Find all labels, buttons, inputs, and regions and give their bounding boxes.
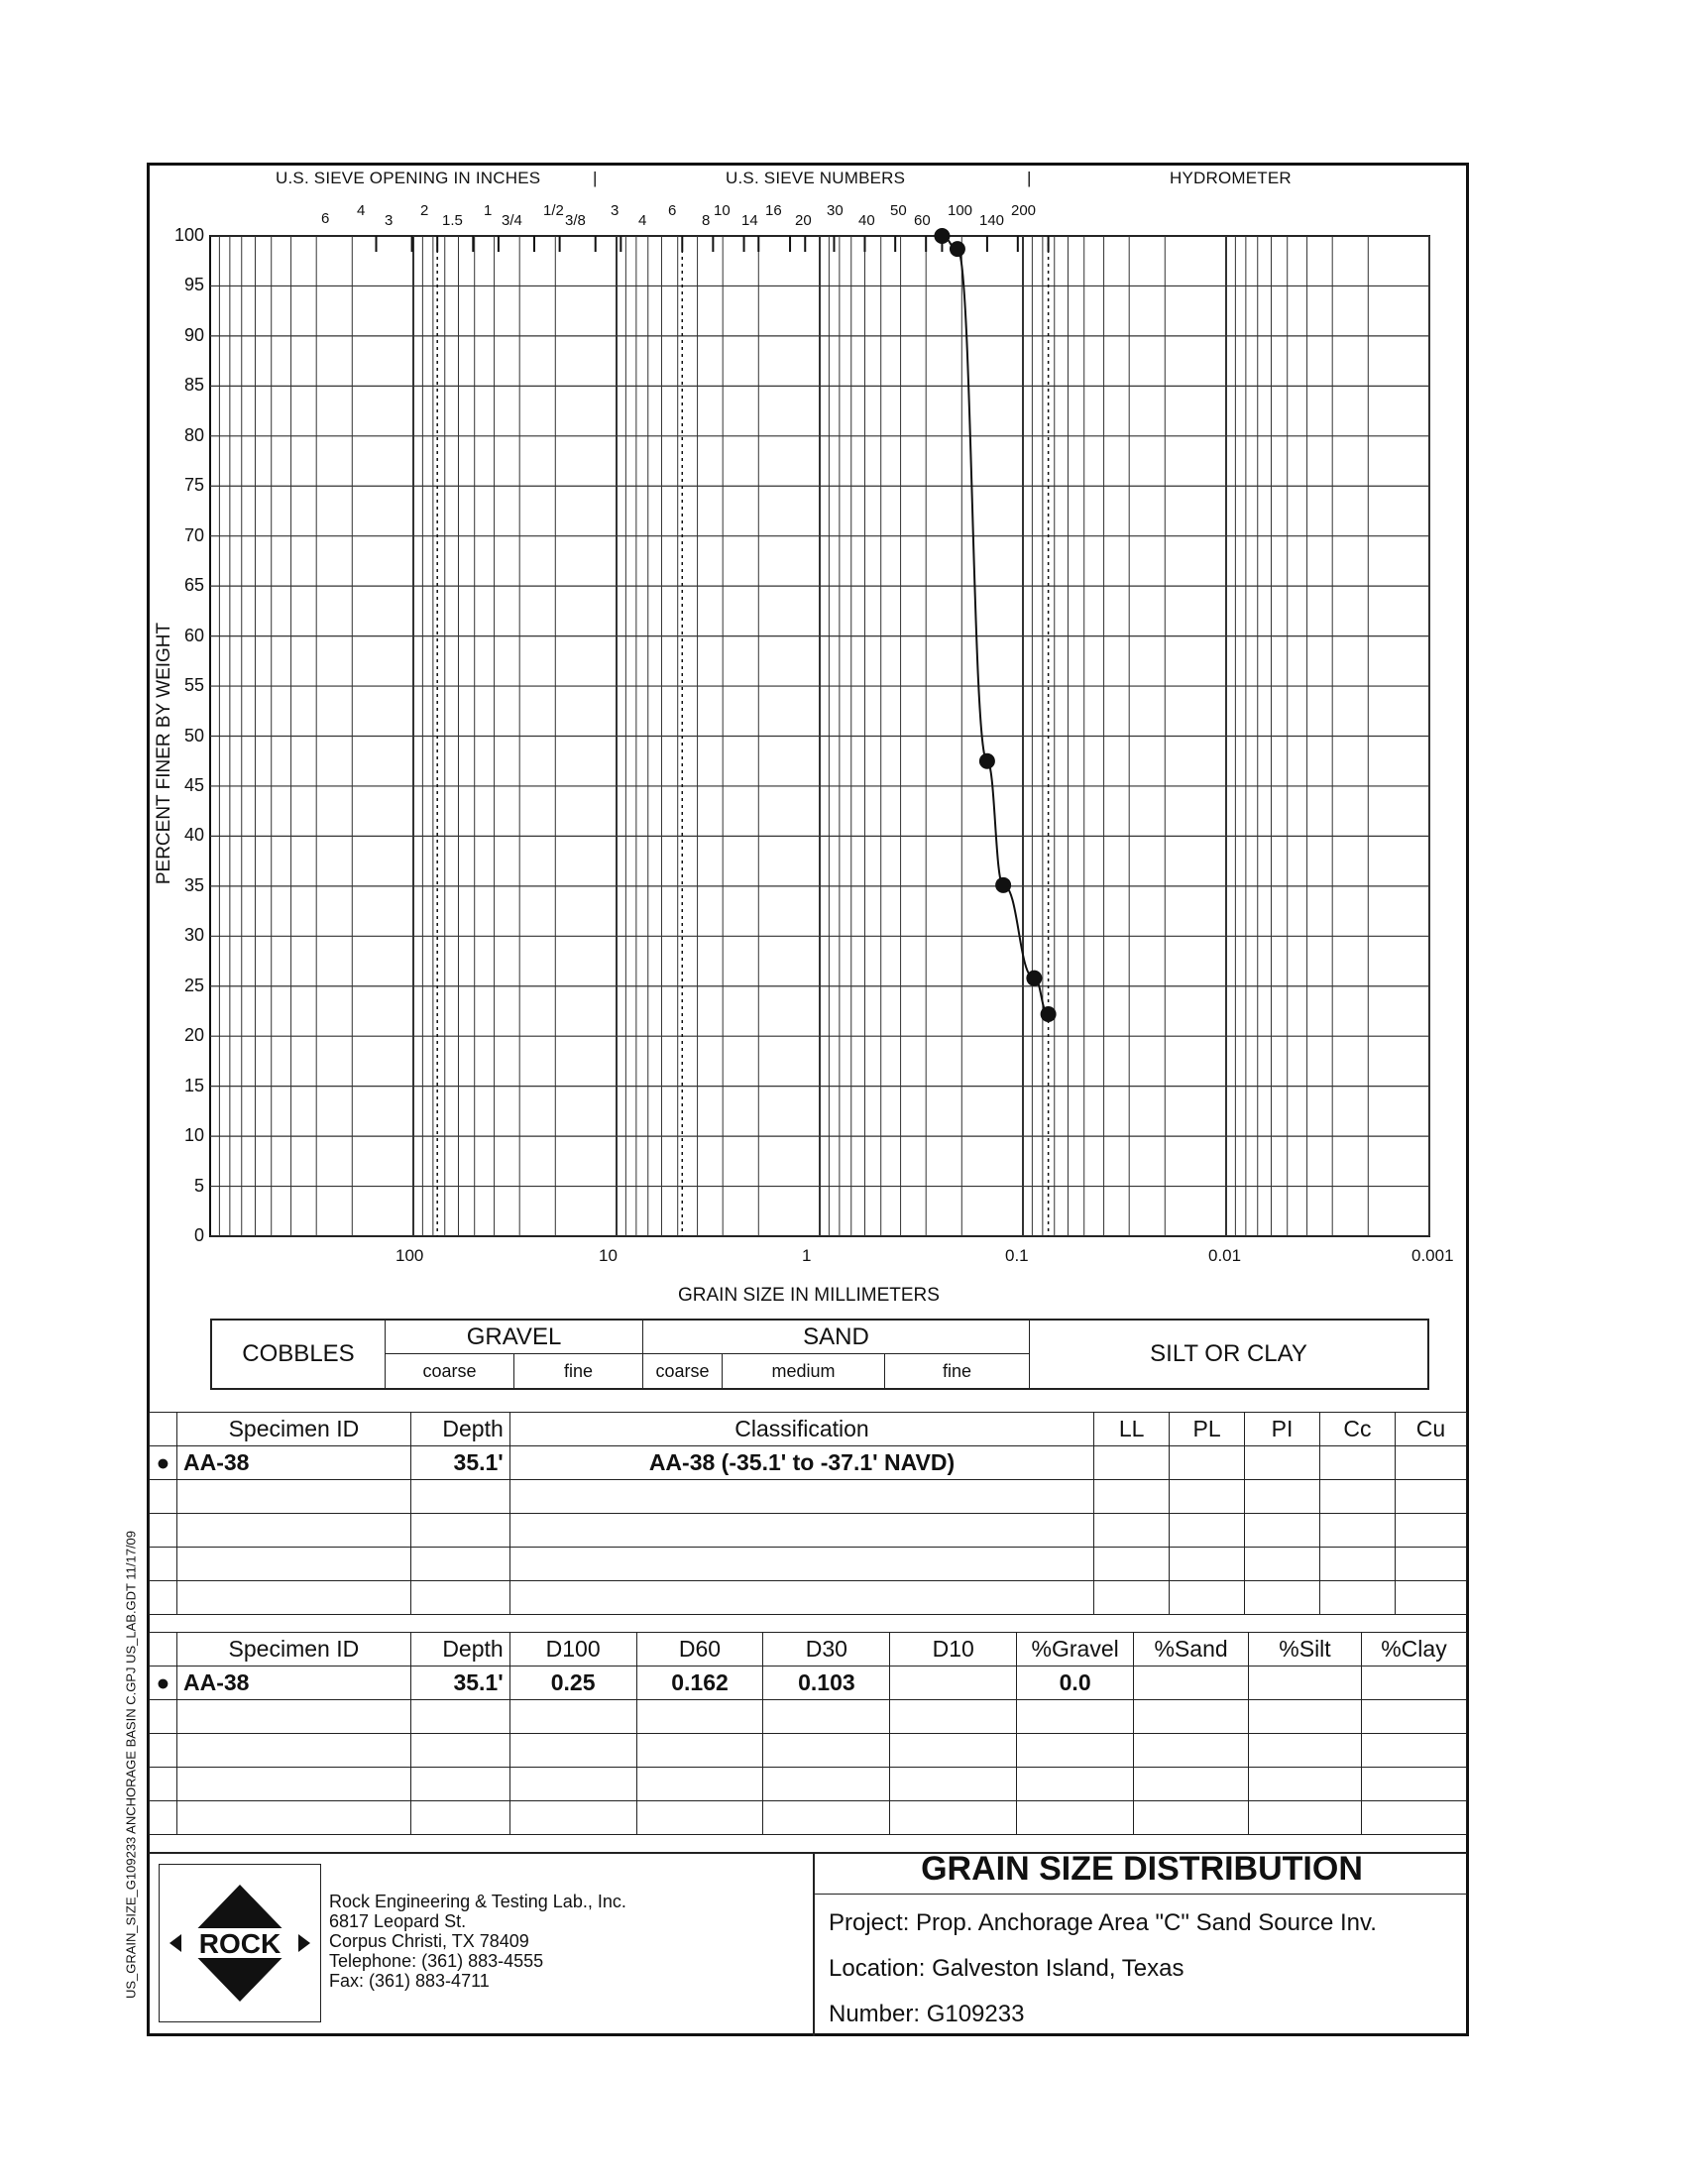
y-tick-label: 100 xyxy=(173,225,204,245)
header-depth: Depth xyxy=(410,1413,509,1446)
y-tick-label: 75 xyxy=(183,475,204,496)
sieve-label: 6 xyxy=(668,202,677,219)
data-point xyxy=(950,241,965,257)
number-info: Number: G109233 xyxy=(829,2001,1025,2027)
address-line-1: 6817 Leopard St. xyxy=(329,1911,467,1931)
header-cc: Cc xyxy=(1320,1413,1396,1446)
data-point xyxy=(1041,1006,1057,1022)
project-info: Project: Prop. Anchorage Area "C" Sand Source Inv. xyxy=(829,1909,1377,1936)
depth: 35.1' xyxy=(410,1446,509,1480)
data-point xyxy=(979,753,995,769)
hydrometer-header: HYDROMETER xyxy=(1170,169,1292,187)
sand-fine-label: fine xyxy=(885,1354,1030,1388)
y-tick-label: 15 xyxy=(183,1075,204,1095)
y-tick-label: 30 xyxy=(183,925,204,946)
percent-gravel: 0.0 xyxy=(1017,1667,1134,1700)
sieve-label: 3/8 xyxy=(565,212,586,229)
y-tick-label: 60 xyxy=(183,625,204,645)
sieve-label: 200 xyxy=(1011,202,1037,219)
y-tick-label: 40 xyxy=(183,825,204,846)
data-point xyxy=(934,228,950,244)
x-tick-label: 10 xyxy=(599,1246,618,1265)
header-silt: %Silt xyxy=(1249,1633,1362,1667)
sieve-label: 100 xyxy=(948,202,973,219)
soil-classification-bar xyxy=(210,1319,1429,1390)
classification: AA-38 (-35.1' to -37.1' NAVD) xyxy=(509,1446,1093,1480)
header-specimen-id: Specimen ID xyxy=(176,1413,410,1446)
sieve-label: 14 xyxy=(741,212,758,229)
sieve-label: 20 xyxy=(795,212,812,229)
d100: 0.25 xyxy=(509,1667,636,1700)
sieve-label: 3/4 xyxy=(502,212,522,229)
data-point xyxy=(995,877,1011,893)
sieve-numbers-header: U.S. SIEVE NUMBERS xyxy=(726,169,906,187)
report-title: GRAIN SIZE DISTRIBUTION xyxy=(921,1850,1363,1888)
sand-medium-label: medium xyxy=(723,1354,885,1388)
y-tick-label: 25 xyxy=(183,975,204,995)
y-tick-label: 35 xyxy=(183,874,204,895)
x-axis-label: GRAIN SIZE IN MILLIMETERS xyxy=(678,1285,940,1306)
sieve-label: 8 xyxy=(702,212,711,229)
header-gravel: %Gravel xyxy=(1017,1633,1134,1667)
sieve-label: 50 xyxy=(890,202,907,219)
gradation-table xyxy=(149,1632,1467,1835)
sieve-label: 40 xyxy=(858,212,875,229)
gravel-coarse-label: coarse xyxy=(386,1354,514,1388)
sieve-label: 1.5 xyxy=(442,212,463,229)
header-ll: LL xyxy=(1094,1413,1170,1446)
y-tick-label: 70 xyxy=(183,524,204,545)
company-name: Rock Engineering & Testing Lab., Inc. xyxy=(329,1892,626,1911)
sand-coarse-label: coarse xyxy=(643,1354,723,1388)
sieve-label: 30 xyxy=(827,202,844,219)
sieve-label: 140 xyxy=(979,212,1005,229)
header-d100: D100 xyxy=(509,1633,636,1667)
y-tick-label: 95 xyxy=(183,275,204,295)
sieve-opening-header: U.S. SIEVE OPENING IN INCHES xyxy=(276,169,541,187)
header-specimen-id: Specimen ID xyxy=(176,1633,410,1667)
header-cu: Cu xyxy=(1395,1413,1466,1446)
y-tick-label: 10 xyxy=(183,1125,204,1146)
y-tick-label: 20 xyxy=(183,1025,204,1046)
sieve-label: 1 xyxy=(484,202,493,219)
header-sand: %Sand xyxy=(1134,1633,1249,1667)
telephone: Telephone: (361) 883-4555 xyxy=(329,1951,544,1971)
cobbles-label: COBBLES xyxy=(212,1321,386,1388)
header-pi: PI xyxy=(1245,1413,1320,1446)
table-header xyxy=(150,1413,1467,1446)
logo-text: ROCK xyxy=(198,1928,282,1959)
address-line-2: Corpus Christi, TX 78409 xyxy=(329,1931,529,1951)
header-depth: Depth xyxy=(410,1633,509,1667)
y-tick-label: 85 xyxy=(183,375,204,396)
header-clay: %Clay xyxy=(1361,1633,1466,1667)
silt-clay-label: SILT OR CLAY xyxy=(1150,1340,1307,1367)
sieve-label: 3 xyxy=(385,212,394,229)
data-point xyxy=(1026,971,1042,986)
sidebar-filename: US_GRAIN_SIZE_G109233 ANCHORAGE BASIN C.GPJ US_LAB.GDT 11/17/09 xyxy=(123,1530,139,2000)
header-classification: Classification xyxy=(509,1413,1093,1446)
depth: 35.1' xyxy=(410,1667,509,1700)
y-tick-label: 90 xyxy=(183,324,204,345)
sieve-label: 3 xyxy=(611,202,620,219)
sand-label: SAND xyxy=(643,1321,1030,1354)
sieve-label: 1/2 xyxy=(543,202,564,219)
specimen-id: AA-38 xyxy=(176,1446,410,1480)
series-marker-icon: ● xyxy=(150,1446,177,1480)
company-address xyxy=(329,1892,626,1991)
y-tick-label: 5 xyxy=(193,1175,204,1196)
sieve-label: 4 xyxy=(638,212,647,229)
gravel-label: GRAVEL xyxy=(386,1321,643,1354)
header-pl: PL xyxy=(1170,1413,1245,1446)
x-tick-label: 0.01 xyxy=(1208,1246,1242,1265)
sieve-label: 60 xyxy=(914,212,931,229)
x-tick-label: 0.1 xyxy=(1005,1246,1029,1265)
x-tick-label: 1 xyxy=(802,1246,812,1265)
header-d60: D60 xyxy=(636,1633,763,1667)
gravel-fine-label: fine xyxy=(514,1354,643,1388)
table-header xyxy=(150,1633,1467,1667)
series-marker-icon: ● xyxy=(150,1667,177,1700)
location-info: Location: Galveston Island, Texas xyxy=(829,1955,1184,1982)
company-logo xyxy=(159,1864,321,2022)
table-row xyxy=(150,1446,1467,1480)
y-tick-label: 65 xyxy=(183,575,204,596)
y-axis-label: PERCENT FINER BY WEIGHT xyxy=(154,622,174,885)
sieve-label: 16 xyxy=(765,202,782,219)
specimen-id: AA-38 xyxy=(176,1667,410,1700)
y-tick-label: 45 xyxy=(183,774,204,795)
y-tick-label: 80 xyxy=(183,424,204,445)
sieve-label: 6 xyxy=(321,210,330,227)
x-tick-label: 0.001 xyxy=(1411,1246,1454,1265)
d60: 0.162 xyxy=(636,1667,763,1700)
header-d30: D30 xyxy=(763,1633,890,1667)
sieve-label: 2 xyxy=(420,202,429,219)
sieve-label: 10 xyxy=(714,202,731,219)
y-tick-label: 0 xyxy=(193,1225,204,1245)
header-d10: D10 xyxy=(890,1633,1017,1667)
table-row xyxy=(150,1667,1467,1700)
d10 xyxy=(890,1667,1017,1700)
x-tick-label: 100 xyxy=(395,1246,424,1265)
d30: 0.103 xyxy=(763,1667,890,1700)
y-tick-label: 50 xyxy=(183,725,204,746)
fax: Fax: (361) 883-4711 xyxy=(329,1971,490,1991)
y-tick-label: 55 xyxy=(183,675,204,696)
classification-table xyxy=(149,1412,1467,1615)
sieve-label: 4 xyxy=(357,202,366,219)
